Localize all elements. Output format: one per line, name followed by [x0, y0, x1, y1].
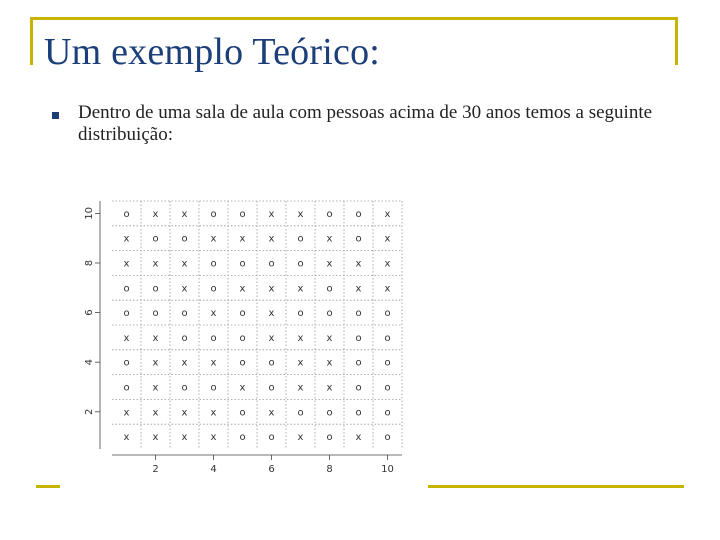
point-o: o — [210, 283, 217, 295]
point-o: o — [239, 332, 246, 344]
point-x: x — [297, 283, 304, 295]
point-x: x — [384, 258, 391, 270]
point-x: x — [384, 233, 391, 245]
point-x: x — [268, 208, 275, 220]
point-o: o — [355, 382, 362, 394]
x-tick-label: 4 — [210, 464, 217, 475]
point-x: x — [297, 208, 304, 220]
x-tick-label: 2 — [152, 464, 159, 475]
point-o: o — [297, 308, 304, 320]
point-o: o — [239, 308, 246, 320]
point-o: o — [297, 233, 304, 245]
point-o: o — [384, 357, 391, 369]
point-o: o — [355, 308, 362, 320]
point-x: x — [152, 208, 159, 220]
point-x: x — [268, 407, 275, 419]
point-x: x — [268, 233, 275, 245]
point-o: o — [239, 258, 246, 270]
point-o: o — [210, 382, 217, 394]
point-o: o — [181, 233, 188, 245]
point-o: o — [152, 308, 159, 320]
point-x: x — [181, 407, 188, 419]
point-x: x — [355, 432, 362, 444]
point-o: o — [123, 357, 130, 369]
point-x: x — [297, 382, 304, 394]
point-o: o — [181, 382, 188, 394]
frame-left-border — [30, 17, 33, 65]
point-x: x — [239, 283, 246, 295]
point-o: o — [326, 308, 333, 320]
point-o: o — [355, 208, 362, 220]
y-tick-label: 2 — [84, 408, 95, 415]
y-tick-label: 10 — [84, 207, 95, 220]
point-o: o — [326, 432, 333, 444]
point-x: x — [152, 432, 159, 444]
slide-title: Um exemplo Teórico: — [44, 31, 381, 73]
point-x: x — [239, 382, 246, 394]
point-x: x — [181, 283, 188, 295]
point-o: o — [239, 208, 246, 220]
point-o: o — [239, 407, 246, 419]
point-x: x — [181, 357, 188, 369]
point-x: x — [384, 208, 391, 220]
point-x: x — [210, 308, 217, 320]
footer-line-right — [428, 485, 684, 488]
point-x: x — [355, 283, 362, 295]
point-x: x — [123, 258, 130, 270]
point-o: o — [326, 283, 333, 295]
x-tick-label: 6 — [268, 464, 275, 475]
point-x: x — [326, 332, 333, 344]
point-o: o — [384, 432, 391, 444]
point-x: x — [297, 332, 304, 344]
point-o: o — [239, 357, 246, 369]
point-o: o — [123, 283, 130, 295]
point-o: o — [384, 382, 391, 394]
point-o: o — [297, 258, 304, 270]
point-x: x — [152, 258, 159, 270]
point-x: x — [181, 208, 188, 220]
bullet-square-icon — [52, 112, 59, 119]
y-tick-label: 6 — [84, 309, 95, 316]
point-x: x — [268, 332, 275, 344]
point-x: x — [210, 357, 217, 369]
point-x: x — [384, 283, 391, 295]
point-o: o — [210, 332, 217, 344]
point-o: o — [239, 432, 246, 444]
scatter-chart — [80, 195, 410, 485]
point-o: o — [384, 332, 391, 344]
point-o: o — [297, 407, 304, 419]
point-o: o — [355, 407, 362, 419]
point-o: o — [123, 308, 130, 320]
point-o: o — [326, 208, 333, 220]
point-o: o — [384, 407, 391, 419]
point-o: o — [268, 357, 275, 369]
point-o: o — [355, 332, 362, 344]
point-o: o — [268, 432, 275, 444]
point-o: o — [181, 332, 188, 344]
point-x: x — [152, 382, 159, 394]
point-x: x — [181, 258, 188, 270]
point-o: o — [268, 382, 275, 394]
point-o: o — [123, 382, 130, 394]
point-o: o — [181, 308, 188, 320]
y-tick-label: 8 — [84, 259, 95, 267]
x-tick-label: 8 — [326, 464, 333, 475]
point-x: x — [326, 382, 333, 394]
point-o: o — [210, 258, 217, 270]
point-o: o — [210, 208, 217, 220]
point-o: o — [355, 357, 362, 369]
point-x: x — [239, 233, 246, 245]
point-x: x — [355, 258, 362, 270]
point-x: x — [210, 407, 217, 419]
point-x: x — [123, 407, 130, 419]
frame-right-border — [675, 17, 678, 65]
point-x: x — [326, 233, 333, 245]
point-o: o — [384, 308, 391, 320]
point-x: x — [123, 233, 130, 245]
point-x: x — [123, 432, 130, 444]
bullet-text: Dentro de uma sala de aula com pessoas acima de 30 anos temos a seguinte distribuição: — [78, 102, 653, 145]
point-x: x — [297, 357, 304, 369]
point-x: x — [152, 332, 159, 344]
point-x: x — [268, 308, 275, 320]
point-o: o — [152, 233, 159, 245]
point-o: o — [268, 258, 275, 270]
point-x: x — [326, 258, 333, 270]
point-o: o — [152, 283, 159, 295]
point-o: o — [355, 233, 362, 245]
point-x: x — [123, 332, 130, 344]
point-o: o — [326, 407, 333, 419]
y-tick-label: 4 — [84, 359, 95, 366]
point-x: x — [297, 432, 304, 444]
footer-line-left — [36, 485, 60, 488]
x-tick-label: 10 — [381, 464, 394, 475]
point-x: x — [210, 233, 217, 245]
point-o: o — [123, 208, 130, 220]
frame-top-border — [30, 17, 678, 20]
point-x: x — [152, 407, 159, 419]
point-x: x — [181, 432, 188, 444]
point-x: x — [210, 432, 217, 444]
point-x: x — [326, 357, 333, 369]
point-x: x — [268, 283, 275, 295]
point-x: x — [152, 357, 159, 369]
